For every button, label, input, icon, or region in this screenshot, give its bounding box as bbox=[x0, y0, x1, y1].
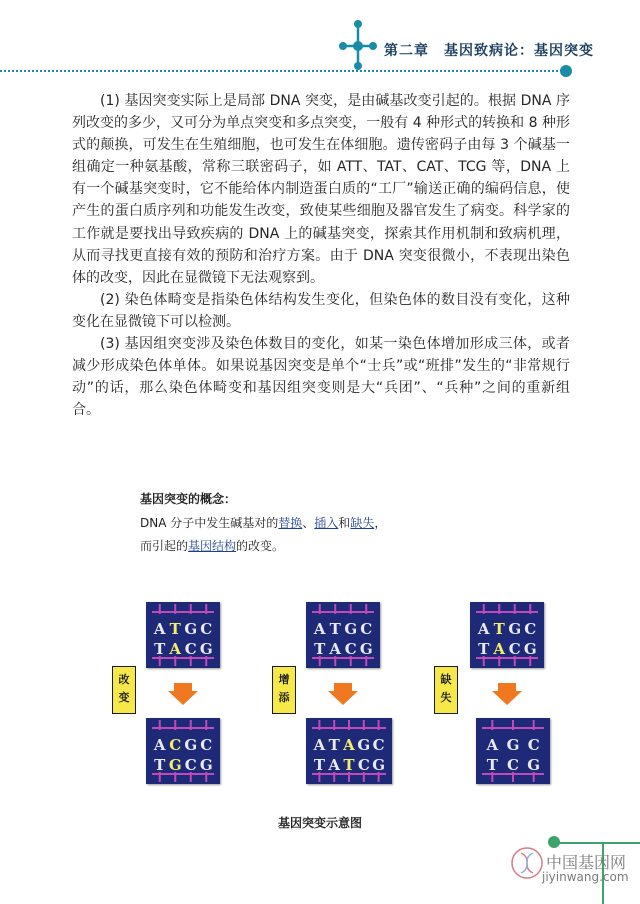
dna-base-bottom: C bbox=[344, 640, 357, 658]
dna-base-top: T bbox=[329, 620, 341, 638]
header-dot bbox=[560, 65, 572, 77]
figure-caption: 基因突变示意图 bbox=[277, 816, 362, 830]
body-text bbox=[72, 90, 570, 421]
dna-base-top: A bbox=[486, 736, 499, 754]
site-logo-icon bbox=[510, 846, 544, 880]
dna-base-top: C bbox=[200, 620, 213, 638]
dna-base-top: A bbox=[477, 620, 490, 638]
dna-base-bottom: A bbox=[328, 756, 341, 774]
dna-base-bottom: T bbox=[314, 640, 326, 658]
dna-base-top: T bbox=[328, 736, 340, 754]
dna-strand-svg bbox=[306, 602, 380, 668]
label-char: 改 bbox=[118, 673, 130, 686]
down-arrow-icon bbox=[328, 683, 358, 705]
dna-strand-svg bbox=[146, 718, 220, 784]
term-gene-structure: 基因结构 bbox=[188, 539, 237, 553]
dna-base-bottom: A bbox=[169, 640, 182, 658]
site-name-en: jiyinwang.com bbox=[542, 870, 629, 884]
chapter-title: 第二章 基因致病论：基因突变 bbox=[384, 43, 594, 59]
dna-box-before bbox=[306, 602, 380, 668]
dna-base-top: A bbox=[313, 736, 326, 754]
dna-strand-svg bbox=[470, 602, 544, 668]
dna-base-bottom: T bbox=[154, 756, 166, 774]
concept-conjunction: 和 bbox=[338, 516, 351, 530]
dna-base-top: A bbox=[313, 620, 326, 638]
dna-base-bottom: A bbox=[493, 640, 506, 658]
dna-base-top: A bbox=[343, 736, 355, 754]
dna-base-bottom: G bbox=[359, 640, 373, 658]
dna-base-bottom: C bbox=[508, 640, 521, 658]
dna-base-top: C bbox=[360, 620, 373, 638]
dna-strand-svg bbox=[306, 718, 392, 784]
dna-base-top: G bbox=[184, 736, 198, 754]
dna-box-before bbox=[470, 602, 544, 668]
term-deletion: 缺失 bbox=[350, 516, 375, 530]
label-char: 变 bbox=[118, 691, 130, 704]
dna-base-bottom: G bbox=[372, 756, 386, 774]
molecule-icon bbox=[338, 18, 378, 72]
mutation-label-substitution bbox=[112, 666, 136, 714]
mutation-label-insertion bbox=[272, 666, 296, 714]
dna-base-bottom: G bbox=[199, 756, 213, 774]
label-char bbox=[273, 671, 295, 707]
dna-base-bottom: C bbox=[184, 640, 197, 658]
label-char: 缺 bbox=[440, 673, 452, 686]
footer-divider bbox=[556, 842, 640, 844]
mutation-label-deletion bbox=[434, 666, 458, 714]
header-divider bbox=[0, 70, 566, 72]
dna-box-after bbox=[146, 718, 220, 784]
dna-base-top: A bbox=[153, 620, 166, 638]
concept-separator: 、 bbox=[302, 516, 315, 530]
label-char bbox=[435, 671, 457, 707]
dna-strand-svg bbox=[146, 602, 220, 668]
dna-base-top: G bbox=[357, 736, 371, 754]
label-char bbox=[113, 671, 135, 707]
concept-text: DNA 分子中发生碱基对的 bbox=[140, 516, 279, 530]
footer-dot bbox=[548, 836, 560, 848]
concept-text: 而引起的 bbox=[140, 539, 189, 553]
mutation-figure bbox=[0, 490, 640, 850]
dna-base-bottom: T bbox=[478, 640, 490, 658]
dna-base-bottom: G bbox=[523, 640, 537, 658]
paragraph-gene-mutation: (1) 基因突变实际上是局部 DNA 突变，是由碱基改变引起的。根据 DNA 序列改变的多少，又可分为单点突变和多点突变，一般有 4 种形式的转换和 8 种形式的颠换，可发生在生殖细胞，也可发生在体细胞。遗传密码子由每 3 个碱基一组确定一种氨基酸，常称三联密码子，如 ATT、TAT、CAT、TCG 等，DNA 上有一个碱基突变时，它不能给体内制造蛋白质的“工厂”输送正确的编码信息，使产生的蛋白质序列和功能发生改变，致使某些细胞及器官发生了病变。科学家的工作就是要找出导致疾病的 DNA 上的碱基突变，探索其作用机制和致病机理，从而寻找更直接有效的预防和治疗方案。由于 DNA 突变很微小，不表现出染色体的改变，因此在显微镜下无法观察到。 bbox=[72, 93, 570, 286]
term-substitution: 替换 bbox=[278, 516, 303, 530]
concept-definition-line2 bbox=[140, 537, 284, 554]
dna-base-bottom: C bbox=[357, 756, 370, 774]
dna-base-top: G bbox=[184, 620, 198, 638]
concept-definition-line1 bbox=[140, 514, 386, 531]
dna-base-bottom: T bbox=[313, 756, 325, 774]
dna-base-top: A bbox=[153, 736, 166, 754]
dna-box-before bbox=[146, 602, 220, 668]
dna-base-top: C bbox=[527, 736, 540, 754]
concept-title: 基因突变的概念： bbox=[140, 492, 237, 506]
dna-base-top: T bbox=[169, 620, 181, 638]
term-insertion: 插入 bbox=[314, 516, 339, 530]
label-char: 失 bbox=[440, 691, 452, 704]
dna-strand-svg bbox=[476, 718, 550, 784]
dna-box-after bbox=[476, 718, 550, 784]
dna-base-top: C bbox=[524, 620, 537, 638]
dna-base-top: C bbox=[372, 736, 385, 754]
down-arrow-icon bbox=[168, 683, 198, 705]
dna-base-top: T bbox=[493, 620, 505, 638]
dna-base-top: G bbox=[344, 620, 358, 638]
dna-base-bottom: G bbox=[527, 756, 541, 774]
dna-base-bottom: G bbox=[168, 756, 182, 774]
site-name-cn: 中国基因网 bbox=[546, 853, 627, 872]
dna-base-bottom: C bbox=[184, 756, 197, 774]
dna-base-top: C bbox=[200, 736, 213, 754]
dna-base-bottom: T bbox=[486, 756, 498, 774]
dna-base-top: C bbox=[169, 736, 182, 754]
concept-punctuation: ， bbox=[374, 516, 387, 530]
dna-base-bottom: T bbox=[154, 640, 166, 658]
label-char: 添 bbox=[278, 691, 290, 704]
dna-base-bottom: C bbox=[507, 756, 519, 774]
paragraph-genome-mutation: (3) 基因组突变涉及染色体数目的变化，如某一染色体增加形成三体，或者减少形成染色体单体。如果说基因突变是单个“士兵”或“班排”发生的“非常规行动”的话，那么染色体畸变和基因组突变则是大“兵团”、“兵种”之间的重新组合。 bbox=[72, 336, 570, 419]
dna-base-bottom: T bbox=[343, 756, 355, 774]
concept-text: 的改变。 bbox=[236, 539, 285, 553]
down-arrow-icon bbox=[492, 683, 522, 705]
label-char: 增 bbox=[278, 673, 290, 686]
dna-base-bottom: A bbox=[329, 640, 342, 658]
dna-box-after bbox=[306, 718, 392, 784]
dna-base-top: G bbox=[506, 736, 520, 754]
dna-base-bottom: G bbox=[199, 640, 213, 658]
dna-base-top: G bbox=[508, 620, 522, 638]
paragraph-chromosome-aberration: (2) 染色体畸变是指染色体结构发生变化，但染色体的数目没有变化，这种变化在显微镜下可以检测。 bbox=[72, 291, 570, 330]
